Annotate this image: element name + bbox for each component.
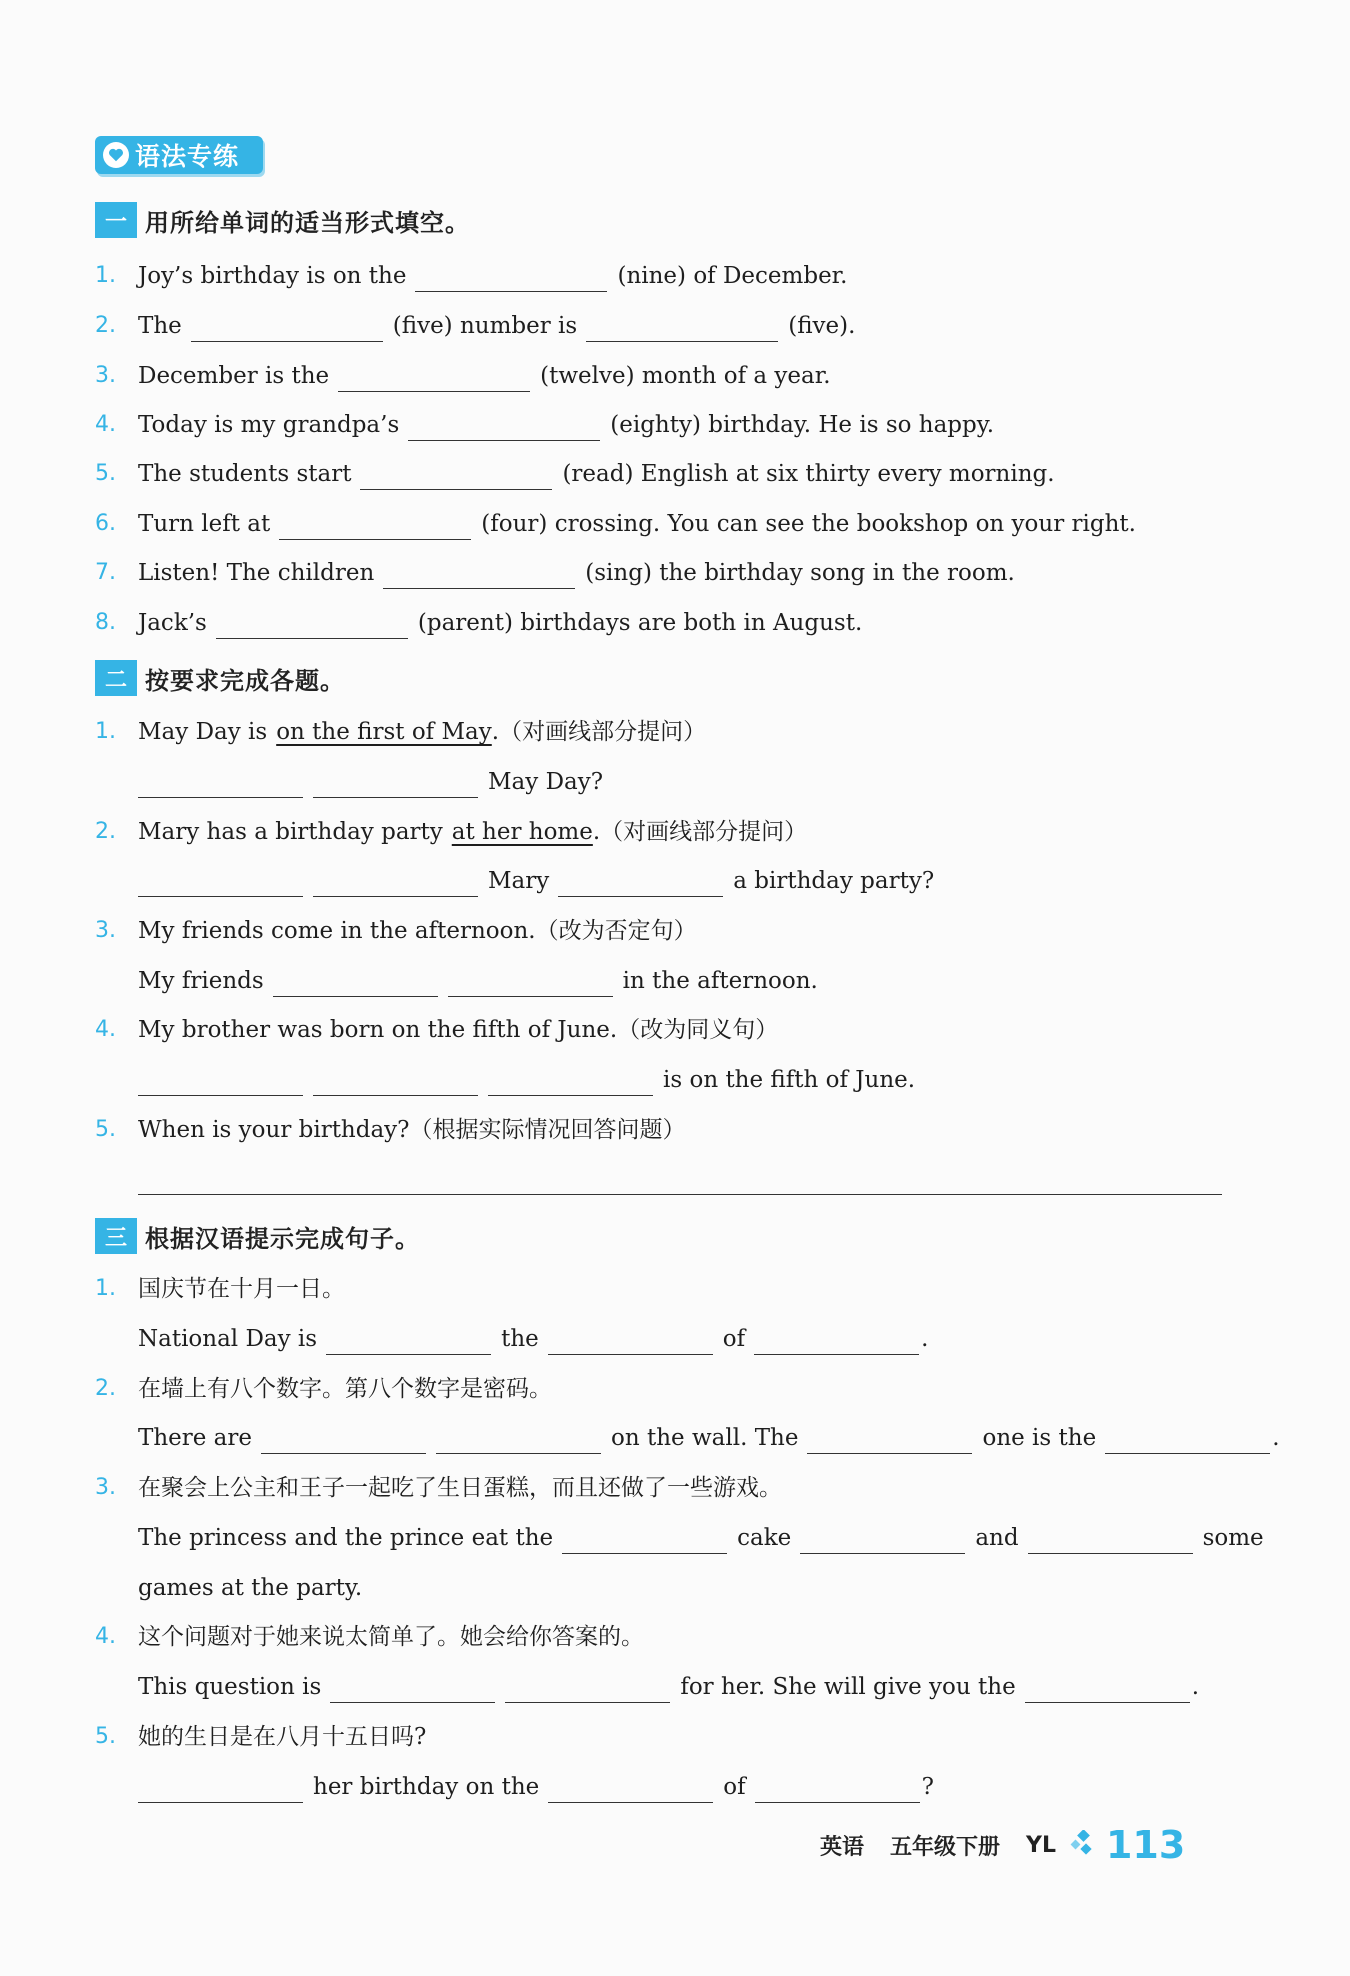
question-instruction: .（对画线部分提问）: [592, 819, 808, 845]
answer-text: May Day?: [488, 769, 604, 795]
answer-text: in the afternoon.: [622, 968, 818, 994]
answer-blank[interactable]: [558, 868, 723, 897]
question-number: 8.: [95, 610, 116, 635]
question-text: (sing) the birthday song in the room.: [585, 560, 1015, 586]
footer-edition: YL: [1026, 1832, 1056, 1858]
chinese-prompt: [138, 1613, 644, 1653]
question-number: 2.: [95, 819, 116, 844]
answer-text: of: [722, 1326, 746, 1352]
answer-blank[interactable]: [279, 511, 471, 540]
answer-blank[interactable]: [330, 1674, 495, 1703]
answer-line-long[interactable]: [138, 1194, 1222, 1195]
answer-blank[interactable]: [338, 363, 530, 392]
question-text: (nine) of December.: [617, 263, 848, 289]
underlined-phrase: on the first of May: [276, 719, 492, 745]
answer-blank[interactable]: [360, 461, 552, 490]
answer-blank[interactable]: [313, 769, 478, 798]
question-number: 5.: [95, 461, 116, 486]
answer-blank[interactable]: [138, 769, 303, 798]
answer-text: a birthday party?: [733, 868, 935, 894]
question-text: (five) number is: [392, 313, 578, 339]
page-number: 113: [1105, 1823, 1186, 1867]
question-line: [138, 352, 831, 392]
section-badge: [95, 136, 263, 174]
question-text: 在墙上有八个数字。第八个数字是密码。: [138, 1376, 552, 1402]
answer-line: [138, 957, 818, 997]
section-number: 一: [95, 202, 137, 238]
answer-line: [138, 1663, 1199, 1703]
answer-text: the: [501, 1326, 539, 1352]
answer-blank[interactable]: [408, 412, 600, 441]
diamond-icon: [1070, 1830, 1096, 1860]
question-number: 1.: [95, 263, 116, 288]
answer-blank[interactable]: [273, 968, 438, 997]
question-number: 1.: [95, 719, 116, 744]
question-text: Joy’s birthday is on the: [138, 263, 407, 289]
question-line: [138, 401, 994, 441]
question-text: May Day is: [138, 719, 268, 745]
answer-blank[interactable]: [754, 1326, 919, 1355]
answer-blank[interactable]: [216, 610, 408, 639]
answer-blank[interactable]: [800, 1525, 965, 1554]
question-number: 3.: [95, 363, 116, 388]
question-text: Listen! The children: [138, 560, 375, 586]
question-text: Mary has a birthday party: [138, 819, 443, 845]
question-text: 在聚会上公主和王子一起吃了生日蛋糕，而且还做了一些游戏。: [138, 1475, 782, 1501]
page-footer: [820, 1820, 1185, 1870]
question-text: (four) crossing. You can see the bookshop on your right.: [481, 511, 1136, 537]
answer-text: .: [921, 1326, 929, 1352]
section-number: 二: [95, 660, 137, 696]
question-text: My brother was born on the fifth of June.（改为同义句）: [138, 1017, 779, 1043]
question-line: [138, 708, 706, 748]
question-text: 她的生日是在八月十五日吗?: [138, 1724, 427, 1750]
answer-line: [138, 1414, 1280, 1454]
question-text: Jack’s: [138, 610, 207, 636]
question-number: 1.: [95, 1276, 116, 1301]
question-number: 6.: [95, 511, 116, 536]
answer-text: National Day is: [138, 1326, 318, 1352]
answer-blank[interactable]: [138, 1774, 303, 1803]
answer-text: cake: [737, 1525, 792, 1551]
answer-line: [138, 857, 934, 897]
question-line: [138, 808, 807, 848]
question-number: 7.: [95, 560, 116, 585]
answer-text: .: [1272, 1425, 1280, 1451]
question-line: [138, 302, 855, 342]
answer-blank[interactable]: [313, 1067, 478, 1096]
answer-text: on the wall. The: [611, 1425, 799, 1451]
chinese-prompt: [138, 1464, 782, 1504]
answer-text: ?: [921, 1774, 934, 1800]
answer-text: and: [975, 1525, 1019, 1551]
answer-text: games at the party.: [138, 1575, 363, 1601]
question-number: 4.: [95, 1624, 116, 1649]
question-text: December is the: [138, 363, 330, 389]
question-text: (read) English at six thirty every morning.: [562, 461, 1055, 487]
answer-blank[interactable]: [1105, 1425, 1270, 1454]
question-text: (twelve) month of a year.: [540, 363, 831, 389]
answer-line: [138, 1315, 928, 1355]
answer-text: for her. She will give you the: [680, 1674, 1016, 1700]
section-1-heading: [95, 200, 470, 240]
answer-text: Mary: [488, 868, 550, 894]
answer-blank[interactable]: [548, 1326, 713, 1355]
heart-icon: [103, 142, 129, 168]
answer-line: [138, 1514, 1264, 1554]
answer-blank[interactable]: [448, 968, 613, 997]
chinese-prompt: [138, 1365, 552, 1405]
question-line: [138, 549, 1015, 589]
chinese-prompt: [138, 1713, 426, 1753]
question-number: 2.: [95, 313, 116, 338]
answer-text: .: [1191, 1674, 1199, 1700]
question-text: The students start: [138, 461, 352, 487]
answer-line-continued: [138, 1564, 362, 1604]
answer-blank[interactable]: [586, 313, 778, 342]
question-number: 5.: [95, 1117, 116, 1142]
answer-blank[interactable]: [562, 1525, 727, 1554]
section-title: 用所给单词的适当形式填空。: [145, 208, 470, 237]
answer-line: [138, 1763, 934, 1803]
section-3-heading: [95, 1216, 420, 1256]
answer-text: her birthday on the: [313, 1774, 540, 1800]
answer-text: This question is: [138, 1674, 322, 1700]
question-text: (five).: [788, 313, 856, 339]
underlined-phrase: at her home: [451, 819, 593, 845]
answer-line: [138, 758, 603, 798]
question-text: When is your birthday?（根据实际情况回答问题）: [138, 1117, 686, 1143]
answer-blank[interactable]: [436, 1425, 601, 1454]
question-line: [138, 1106, 686, 1146]
question-text: 国庆节在十月一日。: [138, 1276, 345, 1302]
question-text: My friends come in the afternoon.（改为否定句）: [138, 918, 697, 944]
answer-blank[interactable]: [807, 1425, 972, 1454]
section-title: 根据汉语提示完成句子。: [145, 1224, 420, 1253]
answer-blank[interactable]: [191, 313, 383, 342]
answer-text: There are: [138, 1425, 253, 1451]
chinese-prompt: [138, 1265, 345, 1305]
section-2-heading: [95, 658, 345, 698]
answer-blank[interactable]: [138, 1067, 303, 1096]
section-title: 按要求完成各题。: [145, 666, 345, 695]
question-text: The: [138, 313, 182, 339]
answer-blank[interactable]: [415, 263, 607, 292]
question-text: (eighty) birthday. He is so happy.: [610, 412, 995, 438]
question-line: [138, 500, 1136, 540]
answer-blank[interactable]: [488, 1067, 653, 1096]
question-text: Turn left at: [138, 511, 271, 537]
footer-subject: 英语: [820, 1834, 865, 1860]
question-line: [138, 450, 1055, 490]
answer-blank[interactable]: [755, 1774, 920, 1803]
question-text: (parent) birthdays are both in August.: [417, 610, 863, 636]
answer-blank[interactable]: [261, 1425, 426, 1454]
answer-text: The princess and the prince eat the: [138, 1525, 554, 1551]
answer-blank[interactable]: [383, 560, 575, 589]
answer-blank[interactable]: [505, 1674, 670, 1703]
section-number: 三: [95, 1218, 137, 1254]
answer-text: one is the: [982, 1425, 1097, 1451]
question-number: 2.: [95, 1376, 116, 1401]
question-instruction: .（对画线部分提问）: [491, 719, 707, 745]
question-number: 4.: [95, 412, 116, 437]
question-number: 3.: [95, 1475, 116, 1500]
question-number: 3.: [95, 918, 116, 943]
answer-blank[interactable]: [326, 1326, 491, 1355]
question-text: Today is my grandpa’s: [138, 412, 400, 438]
answer-text: some: [1202, 1525, 1264, 1551]
question-number: 5.: [95, 1724, 116, 1749]
question-text: 这个问题对于她来说太简单了。她会给你答案的。: [138, 1624, 644, 1650]
question-line: [138, 252, 847, 292]
badge-title: 语法专练: [135, 142, 240, 171]
question-line: [138, 599, 862, 639]
question-line: [138, 1006, 778, 1046]
footer-grade: 五年级下册: [890, 1834, 1001, 1860]
answer-blank[interactable]: [1028, 1525, 1193, 1554]
answer-blank[interactable]: [1025, 1674, 1190, 1703]
question-line: [138, 907, 697, 947]
answer-blank[interactable]: [138, 868, 303, 897]
answer-blank[interactable]: [313, 868, 478, 897]
answer-text: My friends: [138, 968, 264, 994]
answer-text: of: [723, 1774, 746, 1800]
answer-text: is on the fifth of June.: [663, 1067, 916, 1093]
answer-line: [138, 1056, 915, 1096]
answer-blank[interactable]: [548, 1774, 713, 1803]
question-number: 4.: [95, 1017, 116, 1042]
